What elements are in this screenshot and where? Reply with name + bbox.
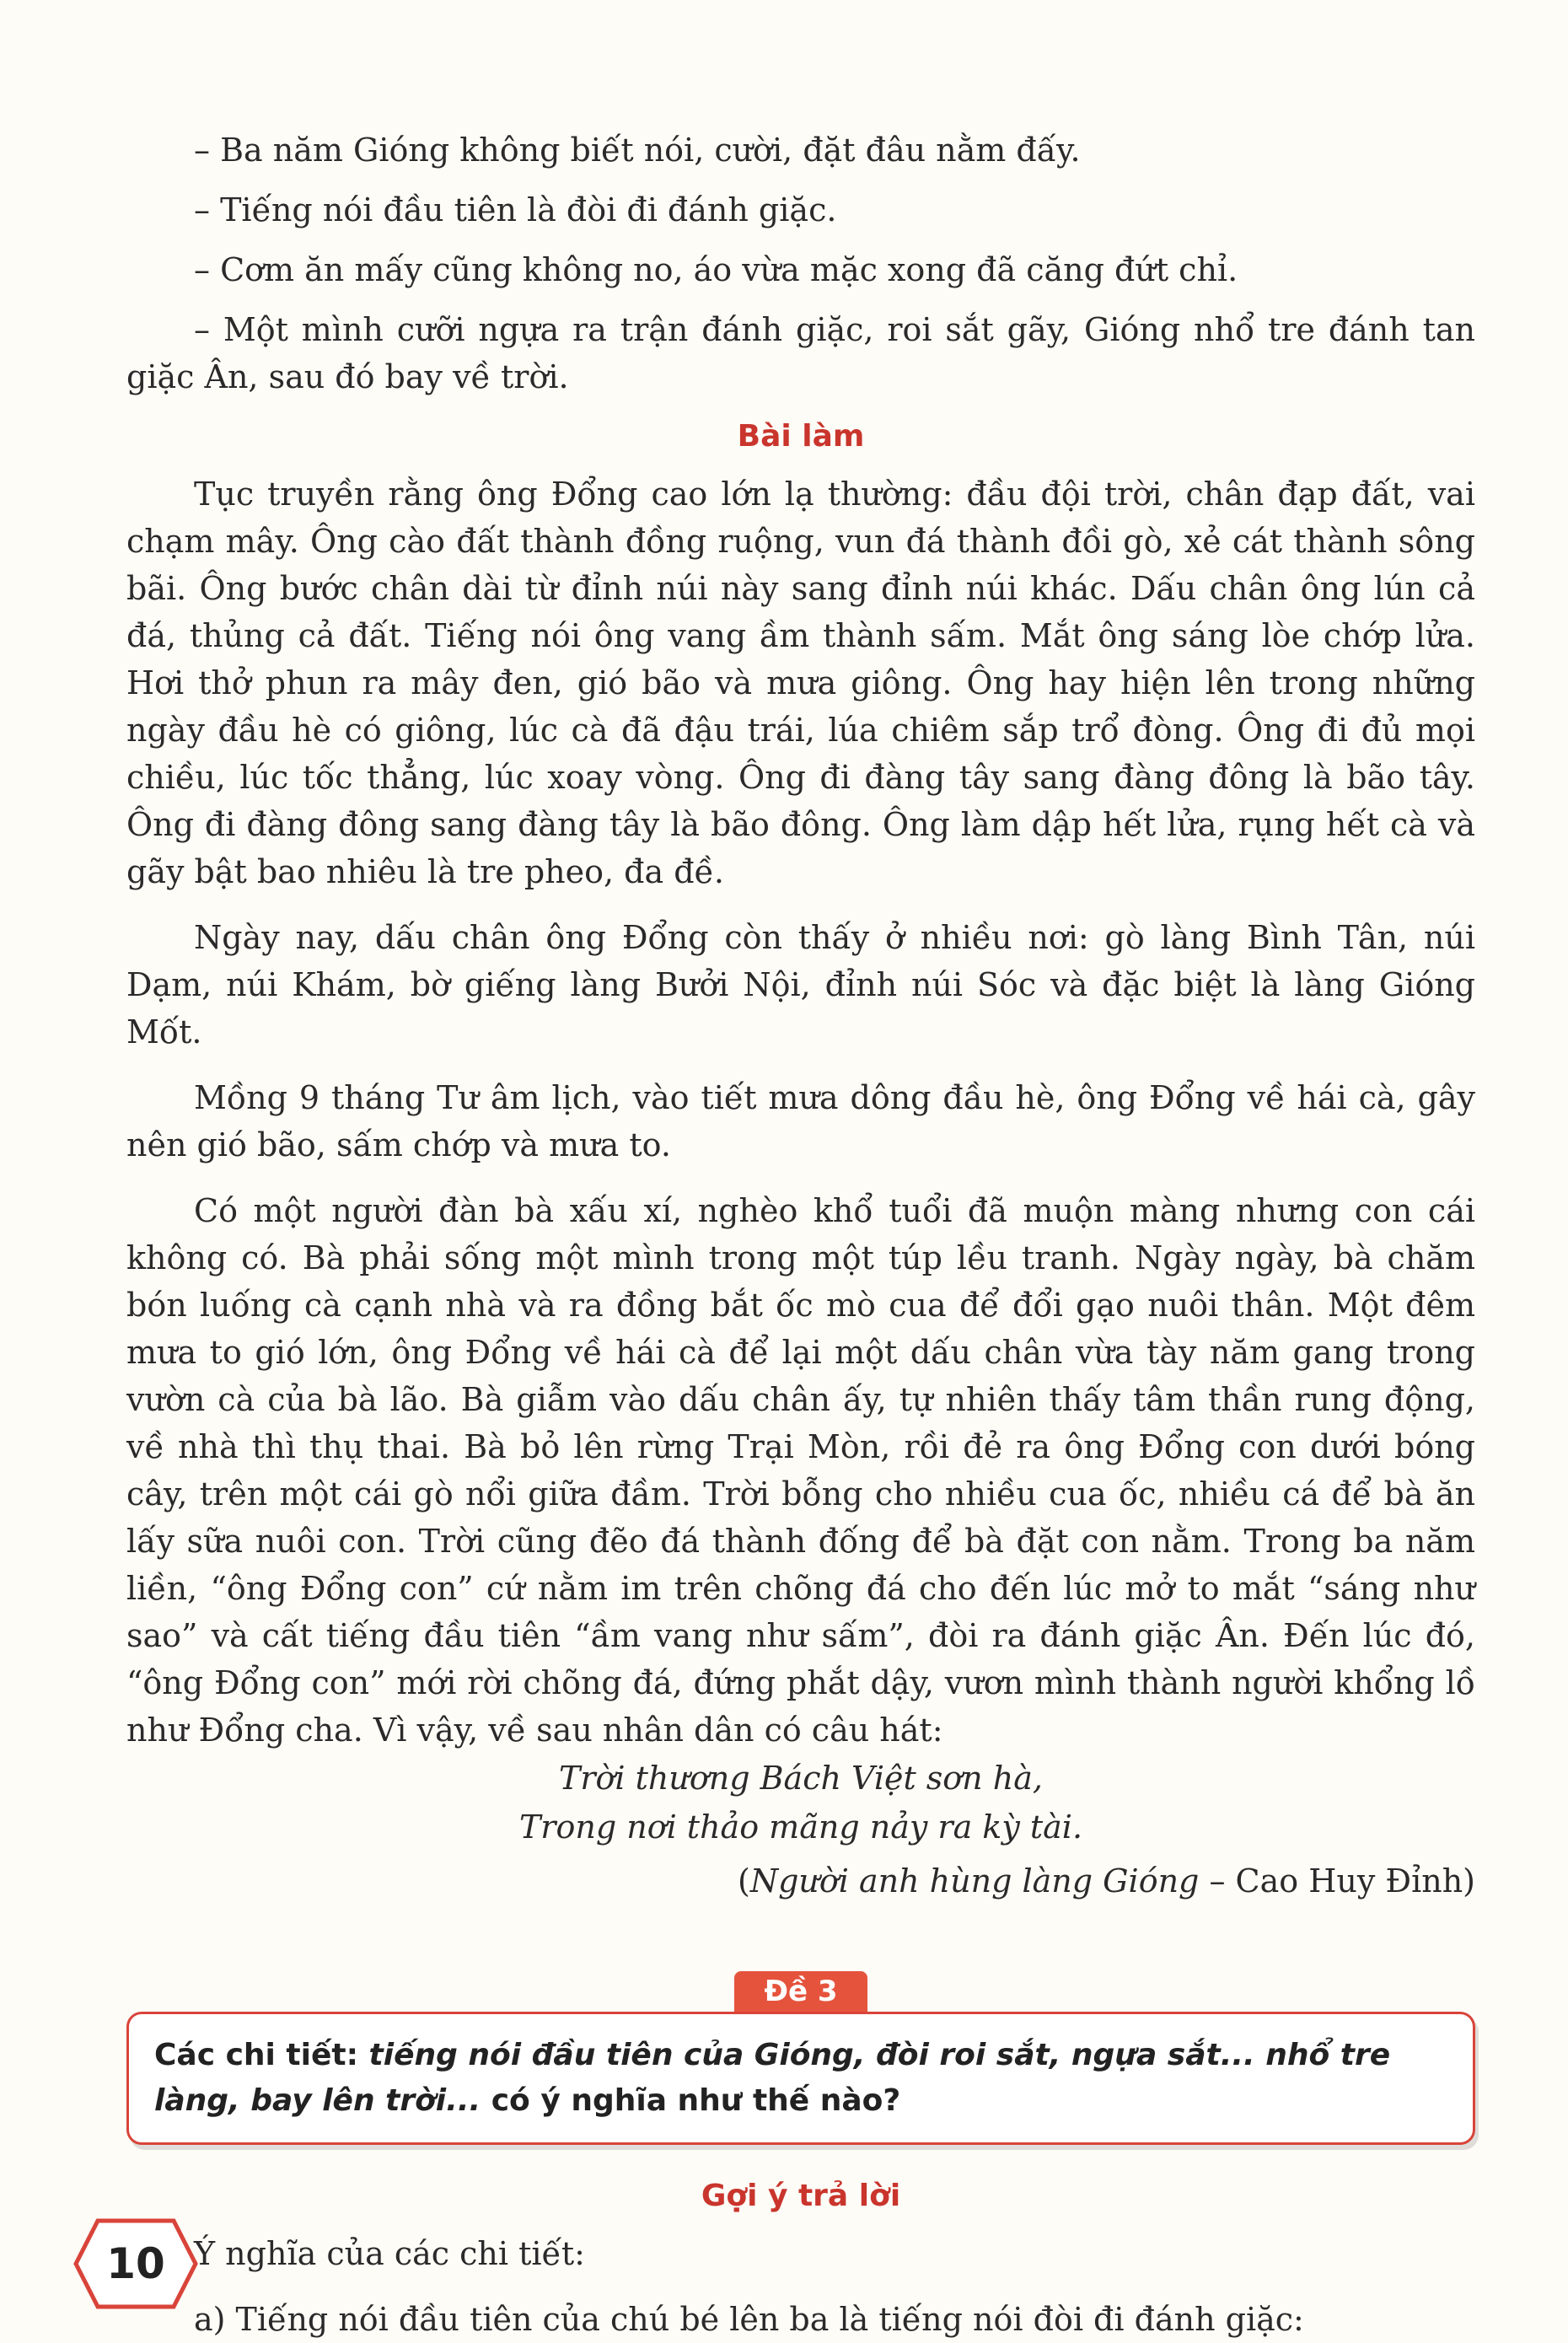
essay-paragraph: Tục truyền rằng ông Đổng cao lớn lạ thường: đầu đội trời, chân đạp đất, vai chạm mây. Ông cào đất thành đồng ruộng, vun đá thành đồi gò, xẻ cát thành sông bãi. Ông bước chân dài từ đỉnh núi này sang đỉnh núi khác. Dấu chân ông lún cả đá, thủng cả đất. Tiếng nói ông vang ầm thành sấm. Mắt ông sáng lòe chớp lửa. Hơi thở phun ra mây đen, gió bão và mưa giông. Ông hay hiện lên trong những ngày đầu hè có giông, lúc cà đã đậu trái, lúa chiêm sắp trổ đòng. Ông đi đủ mọi chiều, lúc tốc thẳng, lúc xoay vòng. Ông đi đàng tây sang đàng đông là bão tây. Ông đi đàng đông sang đàng tây là bão đông. Ông làm dập hết lửa, rụng hết cà và gãy bật bao nhiêu là tre pheo, đa đề. xyxy=(126,476,1475,890)
citation-separator: – xyxy=(1199,1862,1236,1900)
essay-paragraph: Có một người đàn bà xấu xí, nghèo khổ tuổi đã muộn màng nhưng con cái không có. Bà phải sống một mình trong một túp lều tranh. Ngày ngày, bà chăm bón luống cà cạnh nhà và ra đồng bắt ốc mò cua để đổi gạo nuôi thân. Một đêm mưa to gió lớn, ông Đổng về hái cà để lại một dấu chân vừa tày năm gang trong vườn cà của bà lão. Bà giẫm vào dấu chân ấy, tự nhiên thấy tâm thần rung động, về nhà thì thụ thai. Bà bỏ lên rừng Trại Mòn, rồi đẻ ra ông Đổng con dưới bóng cây, trên một cái gò nổi giữa đầm. Trời bỗng cho nhiều cua ốc, nhiều cá để bà ăn lấy sữa nuôi con. Trời cũng đẽo đá thành đống để bà đặt con nằm. Trong ba năm liền, “ông Đổng con” cứ nằm im trên chõng đá cho đến lúc mở to mắt “sáng như sao” và cất tiếng đầu tiên “ầm vang như sấm”, đòi ra đánh giặc Ân. Đến lúc đó, “ông Đổng con” mới rời chõng đá, đứng phắt dậy, vươn mình thành người khổng lồ như Đổng cha. Vì vậy, về sau nhân dân có câu hát: xyxy=(126,1192,1475,1749)
page-number-badge xyxy=(72,2217,199,2310)
page-content xyxy=(126,126,1475,2343)
answer-intro: Ý nghĩa của các chi tiết: xyxy=(194,2235,585,2272)
answer-title: Gợi ý trả lời xyxy=(701,2179,901,2213)
poem xyxy=(126,1754,1475,1851)
page-number: 10 xyxy=(106,2239,165,2288)
question-details: tiếng nói đầu tiên của Gióng, đòi roi sắt, ngựa sắt... nhổ tre làng, bay lên trời... xyxy=(154,2038,1391,2118)
essay-paragraph: Ngày nay, dấu chân ông Đổng còn thấy ở nhiều nơi: gò làng Bình Tân, núi Dạm, núi Khám, bờ giếng làng Bưởi Nội, đỉnh núi Sóc và đặc biệt là làng Gióng Mốt. xyxy=(126,919,1475,1051)
exercise-badge: Đề 3 xyxy=(734,1971,867,2012)
question-box xyxy=(126,2012,1475,2145)
citation-title: Người anh hùng làng Gióng xyxy=(749,1862,1200,1900)
bullet-item: – Ba năm Gióng không biết nói, cười, đặt đâu nằm đấy. xyxy=(194,132,1081,169)
essay-paragraph: Mồng 9 tháng Tư âm lịch, vào tiết mưa dông đầu hè, ông Đổng về hái cà, gây nên gió bão, sấm chớp và mưa to. xyxy=(126,1079,1475,1163)
question-suffix: có ý nghĩa như thế nào? xyxy=(481,2083,901,2118)
poem-line: Trời thương Bách Việt sơn hà, xyxy=(559,1760,1043,1797)
essay-title: Bài làm xyxy=(737,419,865,454)
citation-author: Cao Huy Đỉnh xyxy=(1235,1862,1463,1900)
question-prefix: Các chi tiết: xyxy=(154,2038,369,2072)
bullet-list xyxy=(126,126,1475,400)
citation: (Người anh hùng làng Gióng – Cao Huy Đỉnh) xyxy=(738,1862,1475,1900)
bullet-item: – Một mình cưỡi ngựa ra trận đánh giặc, roi sắt gãy, Gióng nhổ tre đánh tan giặc Ân, sau đó bay về trời. xyxy=(126,311,1475,395)
poem-line: Trong nơi thảo mãng nảy ra kỳ tài. xyxy=(518,1808,1083,1846)
answer-item-a: a) Tiếng nói đầu tiên của chú bé lên ba là tiếng nói đòi đi đánh giặc: xyxy=(194,2301,1304,2338)
bullet-item: – Tiếng nói đầu tiên là đòi đi đánh giặc. xyxy=(194,191,837,228)
bullet-item: – Cơm ăn mấy cũng không no, áo vừa mặc xong đã căng đứt chỉ. xyxy=(194,251,1238,288)
